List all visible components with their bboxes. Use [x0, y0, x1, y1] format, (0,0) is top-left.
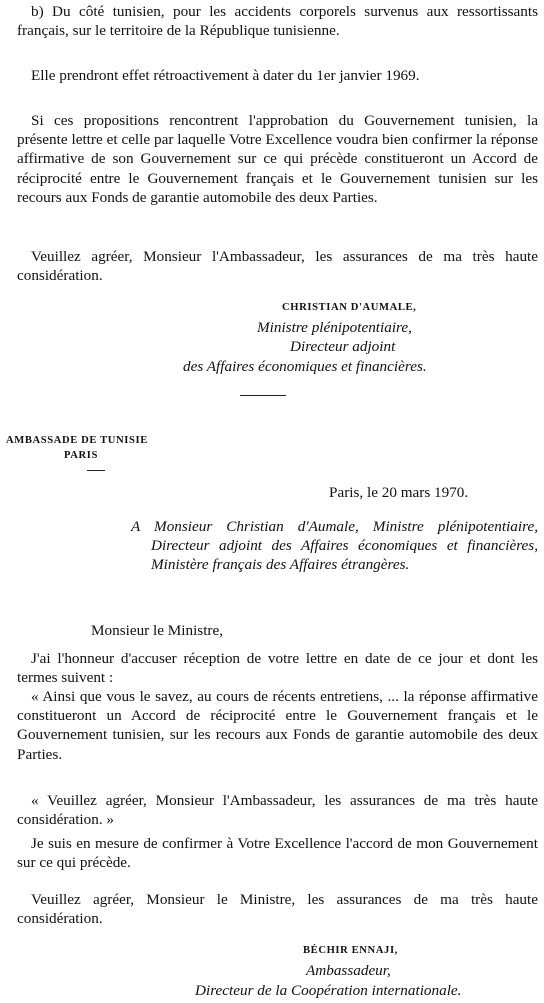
signatory-name-2: BÉCHIR ENNAJI,	[303, 945, 398, 956]
embassy-header: AMBASSADE DE TUNISIE	[6, 435, 148, 446]
signatory-title-2b: Directeur de la Coopération internationale.	[195, 982, 462, 999]
salutation: Monsieur le Ministre,	[91, 622, 224, 639]
signatory-name-1: CHRISTIAN D'AUMALE,	[282, 302, 417, 313]
embassy-city: PARIS	[64, 450, 98, 461]
addressee-block: A Monsieur Christian d'Aumale, Ministre plénipotentiaire, Directeur adjoint des Affaires économiques et financières, Ministère français des Affaires étrangères.	[131, 518, 538, 574]
signatory-title-2a: Ambassadeur,	[306, 962, 391, 979]
signatory-title-1a: Ministre plénipotentiaire,	[257, 319, 412, 336]
place-date: Paris, le 20 mars 1970.	[329, 484, 469, 501]
quoted-paragraph-1: « Ainsi que vous le savez, au cours de récents entretiens, ... la réponse affirmative constitueront un Accord de réciprocité entre le Gouvernement français et le Gouvernement tunisien, sur les recours aux Fonds de garantie automobile des deux Parties.	[17, 688, 538, 763]
approval-paragraph: Si ces propositions rencontrent l'approbation du Gouvernement tunisien, la présente lettre et celle par laquelle Votre Excellence voudra bien confirmer la réponse affirmative de son Gouvernement sur ce qui précède constitueront un Accord de réciprocité entre le Gouvernement français et le Gouvernement tunisien sur les recours aux Fonds de garantie automobile des deux Parties.	[17, 112, 538, 206]
header-dash	[87, 470, 105, 471]
item-b-paragraph: b) Du côté tunisien, pour les accidents corporels survenus aux ressortissants français, sur le territoire de la République tunisienne.	[17, 3, 538, 40]
signatory-title-1b: Directeur adjoint	[290, 338, 396, 355]
effect-date-paragraph: Elle prendront effet rétroactivement à dater du 1er janvier 1969.	[31, 67, 420, 84]
closing-paragraph-1: Veuillez agréer, Monsieur l'Ambassadeur, les assurances de ma très haute considération.	[17, 248, 538, 285]
confirmation-paragraph: Je suis en mesure de confirmer à Votre Excellence l'accord de mon Gouvernement sur ce qui précède.	[17, 835, 538, 872]
quoted-paragraph-2: « Veuillez agréer, Monsieur l'Ambassadeur, les assurances de ma très haute considération. »	[17, 792, 538, 829]
closing-paragraph-2: Veuillez agréer, Monsieur le Ministre, les assurances de ma très haute considération.	[17, 891, 538, 928]
acknowledgement-paragraph: J'ai l'honneur d'accuser réception de votre lettre en date de ce jour et dont les termes suivent :	[17, 650, 538, 687]
signatory-title-1c: des Affaires économiques et financières.	[183, 358, 427, 375]
separator-rule	[240, 395, 286, 396]
